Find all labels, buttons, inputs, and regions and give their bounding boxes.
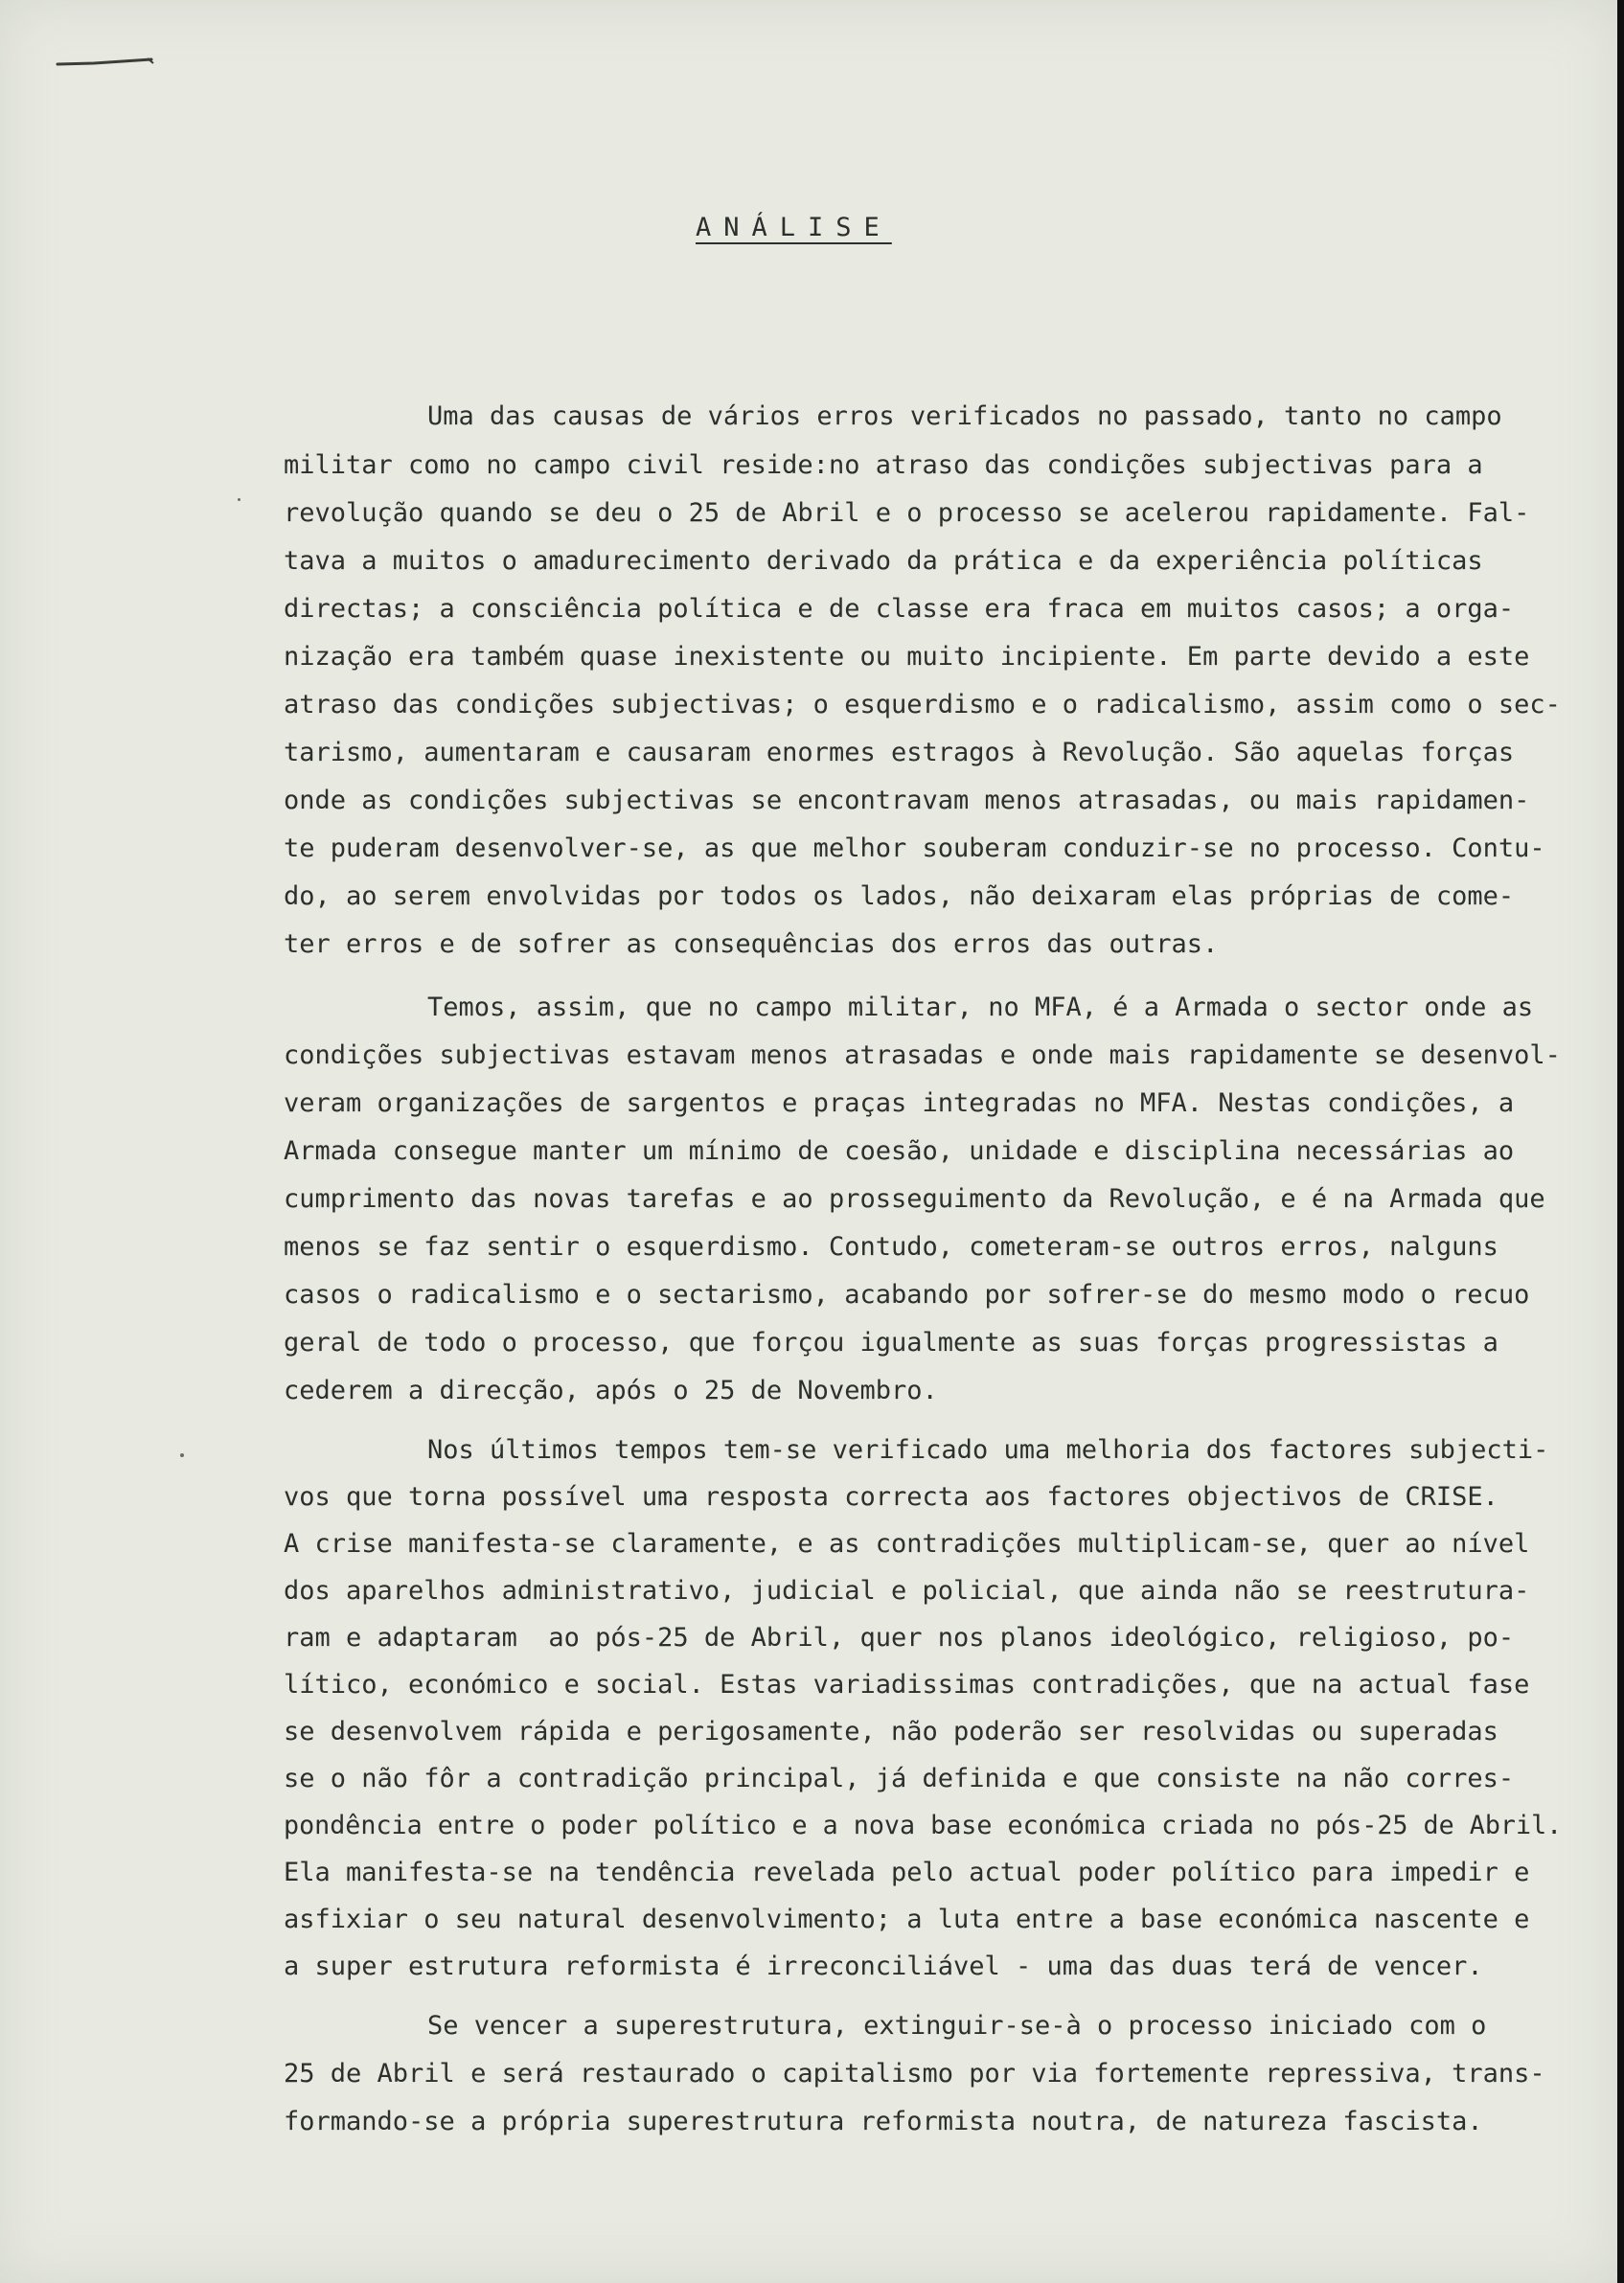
text-line: dos aparelhos administrativo, judicial e policial, que ainda não se reestrutura- (284, 1576, 1530, 1606)
text-line: formando-se a própria superestrutura reformista noutra, de natureza fascista. (284, 2107, 1483, 2136)
document-title: ANÁLISE (696, 213, 892, 242)
text-line: asfixiar o seu natural desenvolvimento; a luta entre a base económica nascente e (284, 1905, 1530, 1934)
text-line: directas; a consciência política e de classe era fraca em muitos casos; a orga- (284, 594, 1515, 624)
ink-speck (238, 498, 240, 501)
text-line: do, ao serem envolvidas por todos os lados, não deixaram elas próprias de come- (284, 881, 1515, 911)
text-line: cumprimento das novas tarefas e ao prosseguimento da Revolução, e é na Armada que (284, 1184, 1545, 1214)
text-line: menos se faz sentir o esquerdismo. Contudo, cometeram-se outros erros, nalguns (284, 1232, 1498, 1262)
text-line: onde as condições subjectivas se encontravam menos atrasadas, ou mais rapidamen- (284, 786, 1530, 815)
text-line: te puderam desenvolver-se, as que melhor souberam conduzir-se no processo. Contu- (284, 833, 1545, 863)
text-line: vos que torna possível uma resposta correcta aos factores objectivos de CRISE. (284, 1482, 1498, 1512)
text-line: ter erros e de sofrer as consequências dos erros das outras. (284, 929, 1219, 959)
text-line: Armada consegue manter um mínimo de coesão, unidade e disciplina necessárias ao (284, 1136, 1515, 1166)
text-line: pondência entre o poder político e a nova base económica criada no pós-25 de Abril. (284, 1811, 1563, 1840)
pen-mark (56, 57, 155, 67)
text-line: condições subjectivas estavam menos atrasadas e onde mais rapidamente se desenvol- (284, 1040, 1561, 1070)
text-line: Uma das causas de vários erros verificados no passado, tanto no campo (427, 401, 1502, 431)
text-line: A crise manifesta-se claramente, e as contradições multiplicam-se, quer ao nível (284, 1529, 1530, 1559)
text-line: lítico, económico e social. Estas variadissimas contradições, que na actual fase (284, 1670, 1530, 1700)
ink-speck (180, 1453, 184, 1457)
text-line: tava a muitos o amadurecimento derivado da prática e da experiência políticas (284, 546, 1483, 576)
text-line: casos o radicalismo e o sectarismo, acabando por sofrer-se do mesmo modo o recuo (284, 1280, 1530, 1310)
text-line: Temos, assim, que no campo militar, no MFA, é a Armada o sector onde as (427, 993, 1534, 1022)
text-line: 25 de Abril e será restaurado o capitalismo por via fortemente repressiva, trans- (284, 2059, 1545, 2089)
text-line: Ela manifesta-se na tendência revelada pelo actual poder político para impedir e (284, 1858, 1530, 1887)
text-line: Nos últimos tempos tem-se verificado uma melhoria dos factores subjecti- (427, 1435, 1549, 1465)
text-line: atraso das condições subjectivas; o esquerdismo e o radicalismo, assim como o sec- (284, 690, 1561, 719)
text-line: geral de todo o processo, que forçou igualmente as suas forças progressistas a (284, 1328, 1498, 1358)
text-line: se desenvolvem rápida e perigosamente, não poderão ser resolvidas ou superadas (284, 1717, 1498, 1746)
text-line: a super estrutura reformista é irreconciliável - uma das duas terá de vencer. (284, 1952, 1483, 1981)
text-line: tarismo, aumentaram e causaram enormes estragos à Revolução. São aquelas forças (284, 738, 1515, 767)
text-line: militar como no campo civil reside:no atraso das condições subjectivas para a (284, 450, 1483, 480)
text-line: veram organizações de sargentos e praças integradas no MFA. Nestas condições, a (284, 1088, 1515, 1118)
text-line: nização era também quase inexistente ou muito incipiente. Em parte devido a este (284, 642, 1530, 672)
text-line: se o não fôr a contradição principal, já definida e que consiste na não corres- (284, 1764, 1515, 1793)
text-line: revolução quando se deu o 25 de Abril e o processo se acelerou rapidamente. Fal- (284, 498, 1530, 528)
text-line: cederem a direcção, após o 25 de Novembro. (284, 1376, 938, 1405)
text-line: Se vencer a superestrutura, extinguir-se-à o processo iniciado com o (427, 2011, 1487, 2041)
text-line: ram e adaptaram ao pós-25 de Abril, quer nos planos ideológico, religioso, po- (284, 1623, 1515, 1653)
